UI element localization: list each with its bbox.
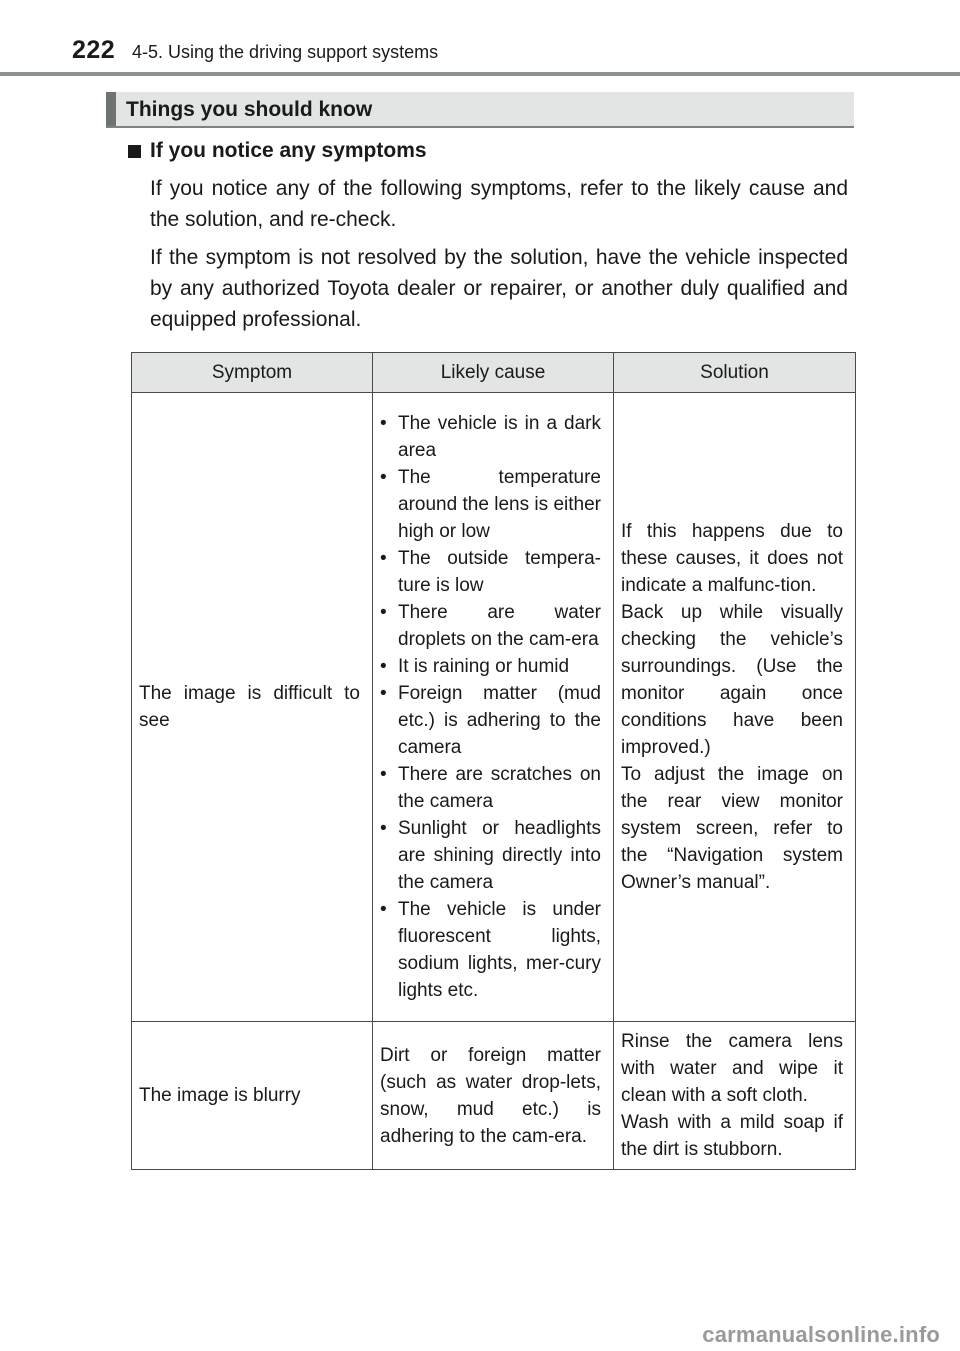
solution-text: Back up while visually checking the vehicle’s surroundings. (Use the monitor again once conditions have been improved.) [621,602,843,758]
table-row [132,393,856,1022]
table-row [132,1022,856,1170]
solution-text: Rinse the camera lens with water and wipe it clean with a soft cloth. [621,1031,843,1106]
info-box-accent-bar [106,92,116,126]
symptom-cell: The image is blurry [132,1022,373,1170]
symptom-table [131,352,856,1170]
intro-paragraph: If you notice any of the following symptoms, refer to the likely cause and the solution, and re-check. [150,177,848,231]
page-number: 222 [72,36,116,64]
cause-cell [373,393,614,1022]
cause-item: • There are scratches on the camera [380,761,601,815]
solution-text: Wash with a mild soap if the dirt is stubborn. [621,1112,843,1160]
column-header-likely-cause: Likely cause [373,353,614,393]
cause-item: • The temperature around the lens is either high or low [380,464,601,545]
solution-text: To adjust the image on the rear view monitor system screen, refer to the “Navigation system Owner’s manual”. [621,764,843,893]
cause-item: • The vehicle is in a dark area [380,410,601,464]
watermark: carmanualsonline.info [702,1322,940,1347]
square-bullet-icon [128,145,141,158]
cause-item: • There are water droplets on the cam-era [380,599,601,653]
solution-text: If this happens due to these causes, it does not indicate a malfunc-tion. [621,521,843,596]
cause-item: • The vehicle is under fluorescent lights, sodium lights, mer-cury lights etc. [380,896,601,1004]
table-header-row [132,353,856,393]
symptom-cell: The image is difficult to see [132,393,373,1022]
solution-cell [614,393,856,1022]
subsection-heading [128,139,427,163]
section-title: 4-5. Using the driving support systems [132,42,439,62]
info-box-header [106,92,854,128]
column-header-symptom: Symptom [132,353,373,393]
subsection-heading-text: If you notice any symptoms [150,139,427,162]
column-header-solution: Solution [614,353,856,393]
cause-item: • The outside tempera-ture is low [380,545,601,599]
solution-cell [614,1022,856,1170]
cause-item: • It is raining or humid [380,653,601,680]
cause-list [380,410,601,1004]
cause-item: • Foreign matter (mud etc.) is adhering to the camera [380,680,601,761]
cause-item: • Sunlight or headlights are shining directly into the camera [380,815,601,896]
cause-cell: Dirt or foreign matter (such as water drop-lets, snow, mud etc.) is adhering to the cam-era. [373,1022,614,1170]
followup-paragraph: If the symptom is not resolved by the solution, have the vehicle inspected by any authorized Toyota dealer or repairer, or another duly qualified and equipped professional. [150,246,848,331]
page-header [0,0,960,78]
header-divider [0,72,960,76]
info-box-title: Things you should know [126,98,373,121]
